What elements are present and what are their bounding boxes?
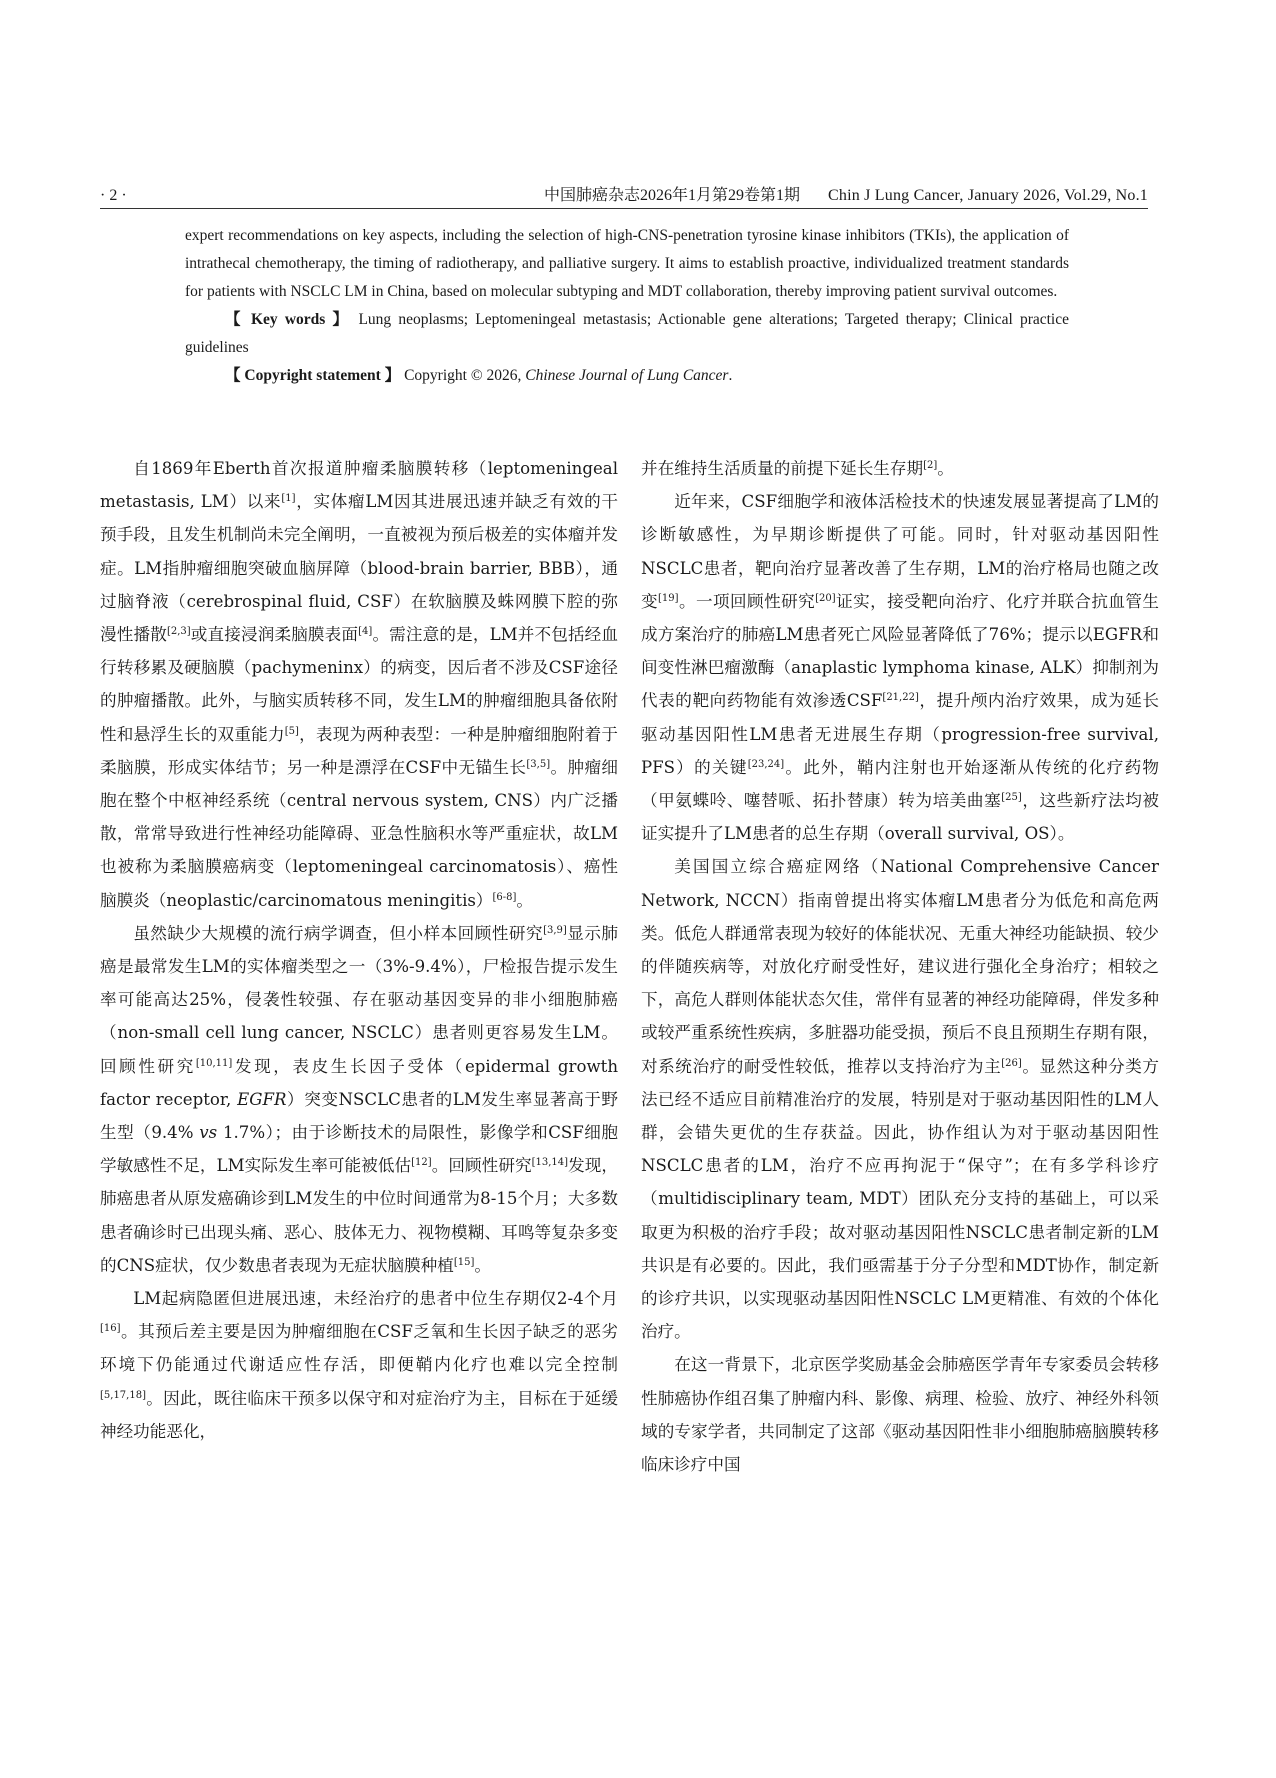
- copyright-statement: [185, 362, 1069, 390]
- versus: vs: [199, 1123, 218, 1143]
- text: 近年来，CSF细胞学和液体活检技术的快速发展显著提高了LM的诊断敏感性，为早期诊断提供了可能。同时，针对驱动基因阳性NSCLC患者，靶向治疗显著改善了生存期，LM的治疗格局也随之改变: [641, 492, 1159, 611]
- text: 。肿瘤细胞在整个中枢神经系统（central nervous system, CNS）内广泛播散，常常导致进行性神经功能障碍、亚急性脑积水等严重症状，故LM也被称为柔脑膜癌病变（leptomeningeal carcinomatosis）、癌性脑膜炎（neoplastic/carcinomatous meningitis）: [100, 757, 619, 910]
- text: 。回顾性研究: [431, 1156, 532, 1176]
- citation: [2]: [923, 460, 938, 471]
- journal-citation: [544, 186, 1148, 206]
- citation: [19]: [658, 592, 679, 604]
- paragraph-nccn: [641, 850, 1159, 1348]
- text: 并在维持生活质量的前提下延长生存期: [641, 459, 924, 478]
- left-column: [100, 452, 618, 1448]
- text: 发现，肺癌患者从原发癌确诊到LM发生的中位时间通常为8-15个月；大多数患者确诊时已出现头痛、恶心、肢体无力、视物模糊、耳鸣等复杂多变的CNS症状，仅少数患者表现为无症状脑膜种植: [100, 1156, 619, 1275]
- paragraph-background: [641, 1348, 1159, 1481]
- citation: [13,14]: [531, 1157, 569, 1169]
- text: 。因此，既往临床干预多以保守和对症治疗为主，目标在于延缓神经功能恶化，: [100, 1388, 618, 1441]
- keywords: [185, 306, 1069, 362]
- page-number: · 2 ·: [100, 187, 127, 204]
- text: 虽然缺少大规模的流行病学调查，但小样本回顾性研究: [133, 923, 544, 943]
- text: 。一项回顾性研究: [678, 591, 816, 611]
- citation: [2,3]: [166, 626, 191, 638]
- text: ，这些新疗法均被证实提升了LM患者的总生存期（overall survival, OS）。: [641, 791, 1160, 844]
- paragraph-epidemiology: [100, 917, 618, 1282]
- text: 证实，接受靶向治疗、化疗并联合抗血管生成方案治疗的肺癌LM患者死亡风险显著降低了76%；提示以EGFR和间变性淋巴瘤激酶（anaplastic lymphoma kinase, ALK）抑制剂为代表的靶向药物能有效渗透CSF: [641, 591, 1160, 711]
- text: 。: [516, 890, 533, 910]
- copyright-journal: Chinese Journal of Lung Cancer: [525, 367, 729, 384]
- text: 发现，表皮生长因子受体（epidermal growth factor receptor,: [100, 1056, 619, 1109]
- text: 。: [937, 459, 954, 478]
- paragraph-intro: [100, 452, 618, 917]
- text: 显示肺癌是最常发生LM的实体瘤类型之一（3%-9.4%），尸检报告提示发生率可能高达25%，侵袭性较强、存在驱动基因变异的非小细胞肺癌（non-small cell lung cancer, NSCLC）患者则更容易发生LM。回顾性研究: [100, 923, 619, 1076]
- text: 美国国立综合癌症网络（National Comprehensive Cancer Network, NCCN）指南曾提出将实体瘤LM患者分为低危和高危两类。低危人群通常表现为较好的体能状况、无重大神经功能缺损、较少的伴随疾病等，对放化疗耐受性好，建议进行强化全身治疗；相较之下，高危人群则体能状态欠佳，常伴有显著的神经功能障碍，伴发多种或较严重系统性疾病，多脏器功能受损，预后不良且预期生存期有限，对系统治疗的耐受性较低，推荐以支持治疗为主: [641, 857, 1159, 1076]
- citation: [20]: [815, 592, 836, 604]
- text: 。显然这种分类方法已经不适应目前精准治疗的发展，特别是对于驱动基因阳性的LM人群，会错失更优的生存获益。因此，协作组认为对于驱动基因阳性NSCLC患者的LM，治疗不应再拘泥于“保守”；在有多学科诊疗（multidisciplinary team, MDT）团队充分支持的基础上，可以采取更为积极的治疗手段；故对驱动基因阳性NSCLC患者制定新的LM共识是有必要的。因此，我们亟需基于分子分型和MDT协作，制定新的诊疗共识，以实现驱动基因阳性NSCLC LM更精准、有效的个体化治疗。: [641, 1056, 1160, 1342]
- citation: [5,17,18]: [100, 1389, 146, 1401]
- keywords-text: Lung neoplasms; Leptomeningeal metastasis; Actionable gene alterations; Targeted therapy; Clinical practice guidelines: [185, 311, 1069, 356]
- text: 。需注意的是，LM并不包括经血行转移累及硬脑膜（pachymeninx）的病变，因后者不涉及CSF途径的肿瘤播散。此外，与脑实质转移不同，发生LM的肿瘤细胞具备依附性和悬浮生长的双重能力: [100, 625, 619, 744]
- text: 。此外，鞘内注射也开始逐渐从传统的化疗药物（甲氨蝶呤、噻替哌、拓扑替康）转为培美曲塞: [641, 757, 1160, 811]
- citation: [26]: [1001, 1057, 1022, 1069]
- citation: [16]: [100, 1323, 121, 1335]
- text: 。其预后差主要是因为肿瘤细胞在CSF乏氧和生长因子缺乏的恶劣环境下仍能通过代谢适应性存活，即便鞘内化疗也难以完全控制: [100, 1322, 618, 1375]
- running-header: [100, 186, 1148, 209]
- text: 在这一背景下，北京医学奖励基金会肺癌医学青年专家委员会转移性肺癌协作组召集了肿瘤内科、影像、病理、检验、放疗、神经外科领域的专家学者，共同制定了这部《驱动基因阳性非小细胞肺癌脑膜转移临床诊疗中国: [641, 1355, 1159, 1475]
- copyright-end: .: [728, 367, 733, 384]
- citation: [25]: [1001, 792, 1022, 804]
- citation: [3,9]: [543, 924, 567, 936]
- text: ，提升颅内治疗效果，成为延长驱动基因阳性LM患者无进展生存期（progression-free survival, PFS）的关键: [641, 691, 1160, 777]
- journal-name-cn: 中国肺癌杂志2026年1月第29卷第1期: [544, 187, 801, 204]
- copyright-label: 【 Copyright statement 】: [225, 367, 401, 384]
- english-abstract: [185, 222, 1069, 390]
- citation: [10,11]: [195, 1057, 233, 1069]
- paragraph-recent-advances: [641, 485, 1159, 850]
- journal-name-en: Chin J Lung Cancer, January 2026, Vol.29, No.1: [828, 187, 1148, 204]
- text: LM起病隐匿但进展迅速，未经治疗的患者中位生存期仅2-4个月: [133, 1289, 618, 1309]
- text: 自1869年Eberth首次报道肿瘤柔脑膜转移（leptomeningeal metastasis, LM）以来: [100, 459, 618, 512]
- text: ）突变NSCLC患者的LM发生率显著高于野生型（9.4%: [100, 1089, 618, 1143]
- text: ，实体瘤LM因其进展迅速并缺乏有效的干预手段，且发生机制尚未完全阐明，一直被视为预后极差的实体瘤并发症。LM指肿瘤细胞突破血脑屏障（blood-brain barrier, BBB），通过脑脊液（cerebrospinal fluid, CSF）在软脑膜及蛛网膜下腔的弥漫性播散: [100, 492, 619, 645]
- copyright-text: Copyright © 2026,: [400, 367, 526, 384]
- paragraph-prognosis: [100, 1282, 618, 1448]
- gene-name: EGFR: [237, 1089, 287, 1109]
- text: 或直接浸润柔脑膜表面: [190, 625, 359, 645]
- paragraph-continued: [641, 452, 1159, 485]
- citation: [5]: [284, 725, 299, 737]
- abstract-continuation: expert recommendations on key aspects, including the selection of high-CNS-penetration tyrosine kinase inhibitors (TKIs), the application of intrathecal chemotherapy, the timing of radiotherapy, and palliative surgery. It aims to establish proactive, individualized treatment standards for patients with NSCLC LM in China, based on molecular subtyping and MDT collaboration, thereby improving patient survival outcomes.: [185, 227, 1069, 300]
- citation: [21,22]: [882, 692, 919, 704]
- citation: [6-8]: [492, 891, 517, 903]
- citation: [23,24]: [747, 758, 785, 770]
- citation: [4]: [358, 626, 373, 638]
- text: 。: [474, 1255, 491, 1275]
- citation: [15]: [453, 1256, 475, 1268]
- keywords-label: 【 Key words 】: [225, 311, 352, 328]
- citation: [3,5]: [526, 758, 551, 770]
- text: 1.7%）；由于诊断技术的局限性，影像学和CSF细胞学敏感性不足，LM实际发生率可能被低估: [100, 1123, 618, 1176]
- citation: [12]: [411, 1157, 432, 1169]
- text: ，表现为两种表型：一种是肿瘤细胞附着于柔脑膜，形成实体结节；另一种是漂浮在CSF中无锚生长: [100, 724, 619, 777]
- right-column: [641, 452, 1159, 1481]
- citation: [1]: [281, 493, 296, 505]
